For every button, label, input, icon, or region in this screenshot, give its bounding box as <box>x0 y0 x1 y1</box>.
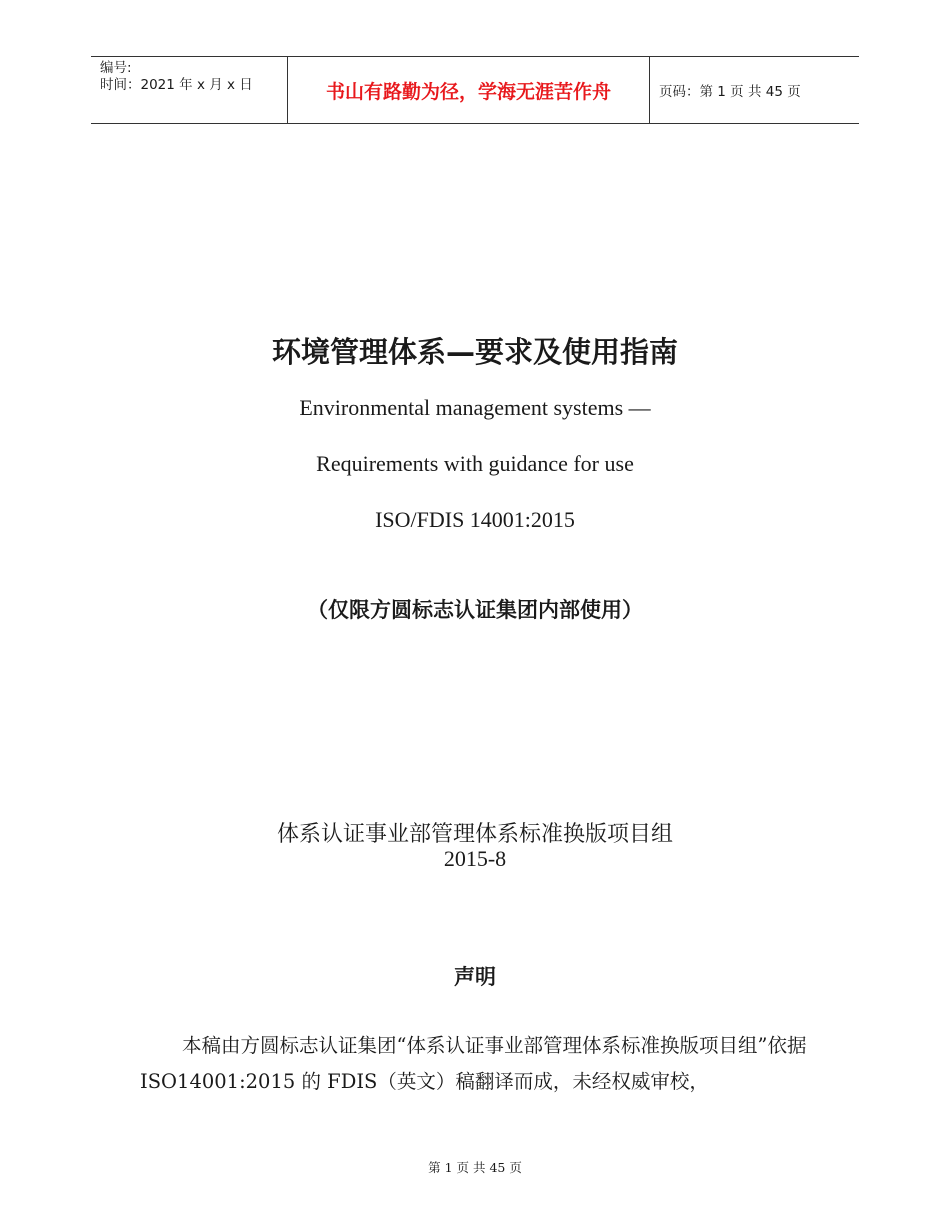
page-footer: 第 1 页 共 45 页 <box>428 1160 522 1175</box>
header-motto: 书山有路勤为径，学海无涯苦作舟 <box>287 57 650 123</box>
restriction-notice: （仅限方圆标志认证集团内部使用） <box>307 598 643 622</box>
header-page-info: 页码：第 1 页 共 45 页 <box>659 84 801 100</box>
document-date: 2015-8 <box>443 846 507 871</box>
header-info-cell <box>91 57 287 123</box>
declaration-title: 声明 <box>454 965 496 989</box>
organization-name: 体系认证事业部管理体系标准换版项目组 <box>276 822 673 847</box>
document-title-en-line2: Requirements with guidance for use <box>316 451 634 476</box>
standard-number: ISO/FDIS 14001:2015 <box>375 507 575 532</box>
time-label: 时间：2021 年 x 月 x 日 <box>100 77 253 93</box>
number-label: 编号: <box>100 60 132 76</box>
document-title-en-line1: Environmental management systems — <box>299 395 651 420</box>
document-title-cn: 环境管理体系—要求及使用指南 <box>271 335 678 369</box>
declaration-paragraph: 本稿由方圆标志认证集团“体系认证事业部管理体系标准换版项目组”依据 ISO14001:2015 的 FDIS（英文）稿翻译而成，未经权威审校， <box>140 1034 807 1093</box>
header-table <box>91 56 859 124</box>
